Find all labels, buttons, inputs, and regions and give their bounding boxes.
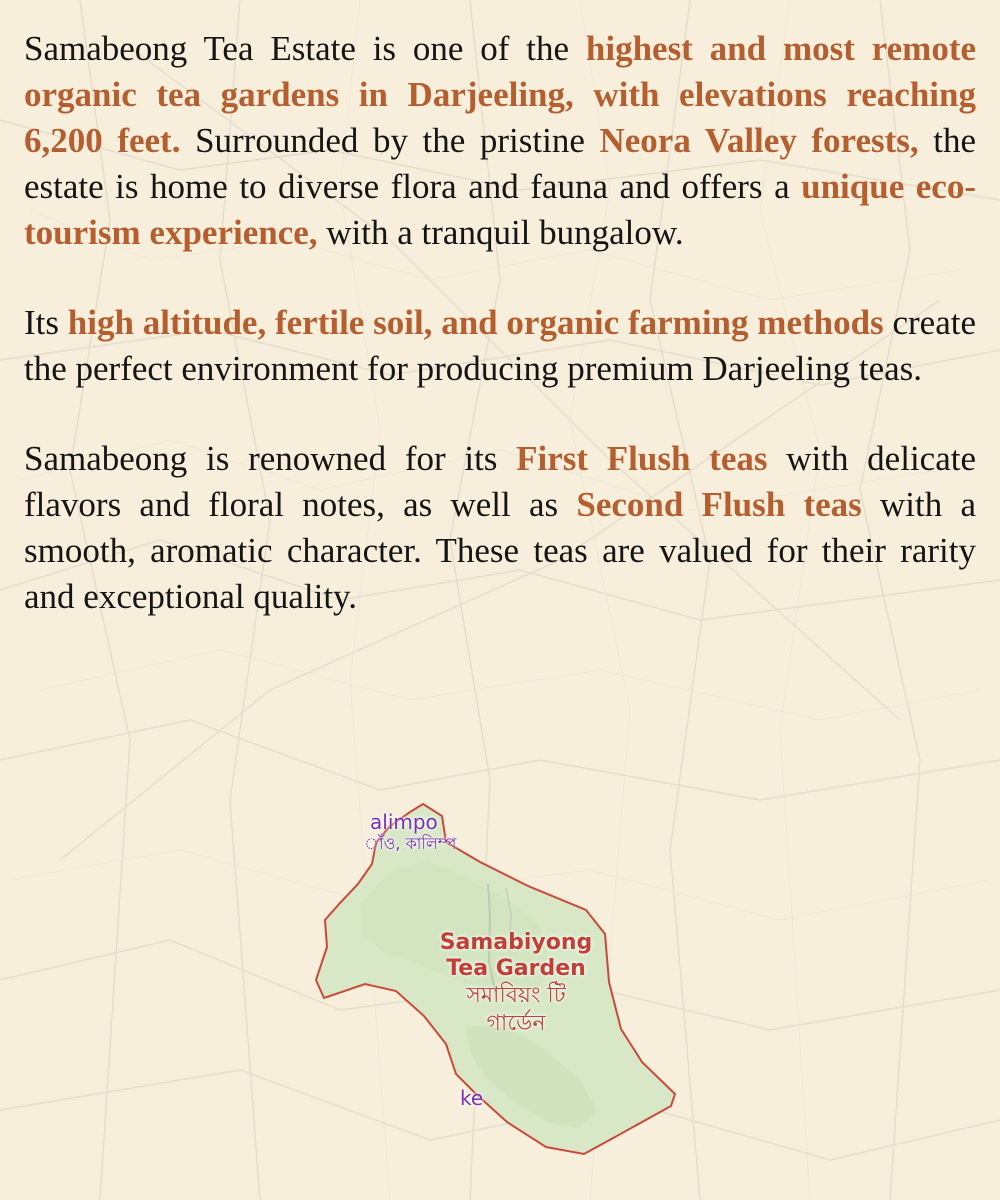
intro-p1-highlight-eco-tourism: unique eco-tourism experience, [24,167,976,252]
intro-p3-highlight-first-flush: First Flush teas [516,439,768,478]
intro-p2-text-before: Its [24,303,68,342]
intro-p3-text-middle-1: with delicate flavors and floral notes, as well as [24,439,976,524]
intro-paragraph-3 [24,436,976,620]
estate-label-local: সমাবিয়ং টি গার্ডেন [466,983,566,1036]
intro-p1-highlight-elevation: highest and most remote organic tea gardens in Darjeeling, with elevations reaching 6,200 feet. [24,29,977,160]
lake-label: ke [460,1086,484,1110]
intro-paragraph-2 [24,300,976,392]
intro-p1-text-middle-1: Surrounded by the pristine [195,121,600,160]
intro-p1-text-middle-2: the estate is home to diverse flora and fauna and offers a [24,121,976,206]
description-content [24,26,976,664]
intro-p1-text-before: Samabeong Tea Estate is one of the [24,29,586,68]
estate-map [300,780,710,1170]
intro-p2-highlight-farming: high altitude, fertile soil, and organic farming methods [67,303,884,342]
town-label: alimpo [370,810,438,834]
intro-paragraph-1 [24,26,976,256]
intro-p2-text-after: create the perfect environment for producing premium Darjeeling teas. [24,303,976,388]
intro-p1-text-after: with a tranquil bungalow. [326,213,684,252]
intro-p3-highlight-second-flush: Second Flush teas [576,485,862,524]
estate-label: Samabiyong Tea Garden [439,930,593,981]
intro-p3-text-after: with a smooth, aromatic character. These teas are valued for their rarity and exceptional quality. [24,485,976,616]
town-label-local: াঁও, কালিম্প [364,834,457,853]
intro-p3-text-before: Samabeong is renowned for its [24,439,517,478]
intro-p1-highlight-forests: Neora Valley forests, [599,121,919,160]
